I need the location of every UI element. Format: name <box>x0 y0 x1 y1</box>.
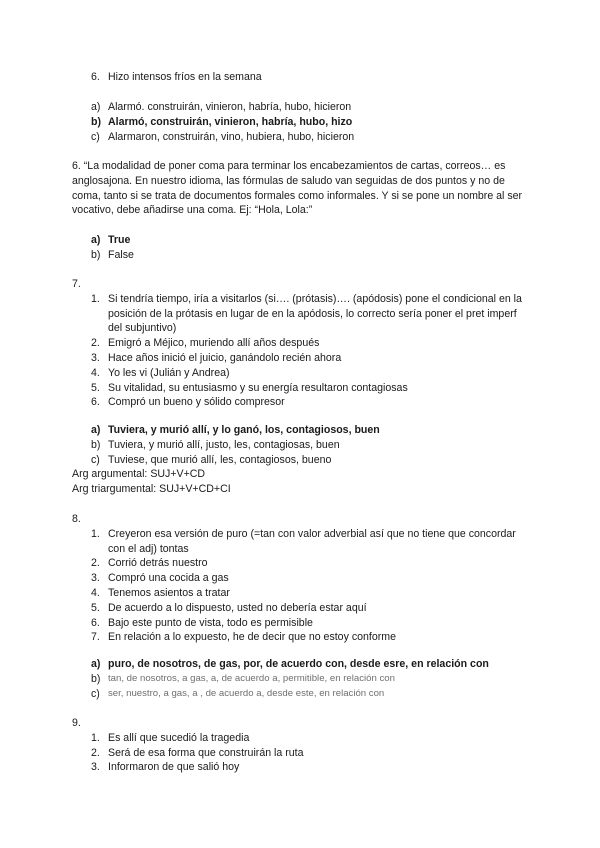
list-item <box>72 586 534 601</box>
item-text: Informaron de que salió hoy <box>108 761 240 774</box>
question-9 <box>72 716 534 775</box>
item-text: Emigró a Méjico, muriendo allí años después <box>108 337 320 350</box>
item-number: 2. <box>91 557 100 570</box>
option-text: ser, nuestro, a gas, a , de acuerdo a, desde este, en relación con <box>108 687 385 699</box>
option-text: Tuviese, que murió allí, les, contagiosos, bueno <box>108 453 332 466</box>
item-number: 6. <box>91 71 100 83</box>
question-7 <box>72 277 534 410</box>
list-item <box>72 527 534 557</box>
item-number: 7. <box>91 631 100 644</box>
item-text: Compró una cocida a gas <box>108 572 229 585</box>
option-letter: b) <box>91 438 101 451</box>
option-text: Alarmaron, construirán, vino, hubiera, hubo, hicieron <box>108 130 355 143</box>
option-text: puro, de nosotros, de gas, por, de acuerdo con, desde esre, en relación con <box>108 658 489 670</box>
item-number: 6. <box>91 616 100 629</box>
list-item <box>72 336 534 351</box>
answer-option-b <box>72 672 534 687</box>
answer-option-c <box>72 130 534 145</box>
note-line: Arg argumental: SUJ+V+CD <box>72 468 206 481</box>
list-item <box>72 571 534 586</box>
item-text: Yo les vi (Julián y Andrea) <box>108 366 230 379</box>
list-item <box>72 292 534 336</box>
option-letter: b) <box>91 248 101 261</box>
option-text: Alarmó. construirán, vinieron, habría, hubo, hicieron <box>108 101 352 113</box>
item-number: 1. <box>91 292 100 305</box>
item-text: Corrió detrás nuestro <box>108 557 208 570</box>
item-text: De acuerdo a lo dispuesto, usted no debería estar aquí <box>108 601 367 614</box>
option-text: Alarmó, construirán, vinieron, habría, hubo, hizo <box>108 115 353 128</box>
list-item <box>72 556 534 571</box>
item-text: Creyeron esa versión de puro (=tan con valor adverbial así que no tiene que concordar con el adj) tontas <box>108 527 516 555</box>
item-text: Será de esa forma que construirán la ruta <box>108 746 304 759</box>
list-item <box>72 70 534 85</box>
option-letter: c) <box>91 130 100 143</box>
list-item <box>72 601 534 616</box>
item-text: Tenemos asientos a tratar <box>108 586 230 599</box>
q6-true-false-options <box>72 233 534 263</box>
question-number: 9. <box>72 717 81 729</box>
question-number: 7. <box>72 278 81 290</box>
option-text: False <box>108 248 134 261</box>
item-number: 4. <box>91 586 100 599</box>
list-item <box>72 760 534 775</box>
item-text: Compró un bueno y sólido compresor <box>108 396 285 409</box>
item-number: 4. <box>91 366 100 379</box>
answer-option-a <box>72 423 534 438</box>
item-number: 1. <box>91 527 100 540</box>
option-letter: c) <box>91 687 100 700</box>
list-item <box>72 381 534 396</box>
answer-option-b <box>72 115 534 130</box>
option-text: Tuviera, y murió allí, y lo ganó, los, contagiosos, buen <box>108 424 380 436</box>
item-number: 5. <box>91 601 100 614</box>
list-item <box>72 351 534 366</box>
item-number: 1. <box>91 731 100 744</box>
answer-option-true <box>72 233 534 248</box>
question-8 <box>72 512 534 645</box>
option-text: Tuviera, y murió allí, justo, les, contagiosas, buen <box>108 438 340 451</box>
q7-answer-options <box>72 423 534 497</box>
answer-option-false <box>72 248 534 263</box>
option-letter: a) <box>91 234 101 246</box>
item-text: Hizo intensos fríos en la semana <box>108 71 262 83</box>
answer-option-b <box>72 438 534 453</box>
list-item <box>72 731 534 746</box>
item-number: 2. <box>91 746 100 759</box>
question-number: 8. <box>72 513 81 525</box>
item-text: Hace años inició el juicio, ganándolo recién ahora <box>108 351 342 364</box>
list-item <box>72 630 534 645</box>
list-item <box>72 616 534 631</box>
q8-answer-options <box>72 657 534 701</box>
q6-item-list <box>72 70 534 85</box>
list-item <box>72 746 534 761</box>
q6-statement: 6. “La modalidad de poner coma para terminar los encabezamientos de cartas, correos… es anglosajona. En nuestro idioma, las fórmulas de saludo van seguidas de dos puntos y no de coma, tanto si se trata de documentos formales como informales. Y si se pone un nombre al ser vocativo, debe añadirse una coma. Ej: “Hola, Lola:” <box>72 160 523 217</box>
option-text: tan, de nosotros, a gas, a, de acuerdo a, permitible, en relación con <box>108 672 395 684</box>
item-number: 6. <box>91 396 100 409</box>
list-item <box>72 366 534 381</box>
option-text: True <box>108 234 131 246</box>
answer-option-c <box>72 453 534 468</box>
answer-option-a <box>72 657 534 672</box>
option-letter: a) <box>91 101 101 113</box>
item-number: 3. <box>91 761 100 774</box>
item-text: Su vitalidad, su entusiasmo y su energía resultaron contagiosas <box>108 381 408 394</box>
option-letter: b) <box>91 115 101 128</box>
item-text: Bajo este punto de vista, todo es permisible <box>108 616 313 629</box>
item-number: 3. <box>91 572 100 585</box>
list-item <box>72 395 534 410</box>
q6-answer-options <box>72 100 534 144</box>
item-number: 3. <box>91 351 100 364</box>
option-letter: a) <box>91 658 101 670</box>
item-number: 5. <box>91 381 100 394</box>
note-line: Arg triargumental: SUJ+V+CD+CI <box>72 483 231 496</box>
option-letter: c) <box>91 453 100 466</box>
item-text: Es allí que sucedió la tragedia <box>108 731 250 744</box>
option-letter: a) <box>91 424 101 436</box>
item-text: En relación a lo expuesto, he de decir que no estoy conforme <box>108 631 396 644</box>
item-number: 2. <box>91 337 100 350</box>
option-letter: b) <box>91 672 101 685</box>
answer-option-a <box>72 100 534 115</box>
answer-option-c <box>72 687 534 702</box>
item-text: Si tendría tiempo, iría a visitarlos (si…. (prótasis)…. (apódosis) pone el condicional en la posición de la prótasis en lugar de en la apódosis, lo correcto sería poner el pret imperf del subjuntivo) <box>108 292 522 335</box>
